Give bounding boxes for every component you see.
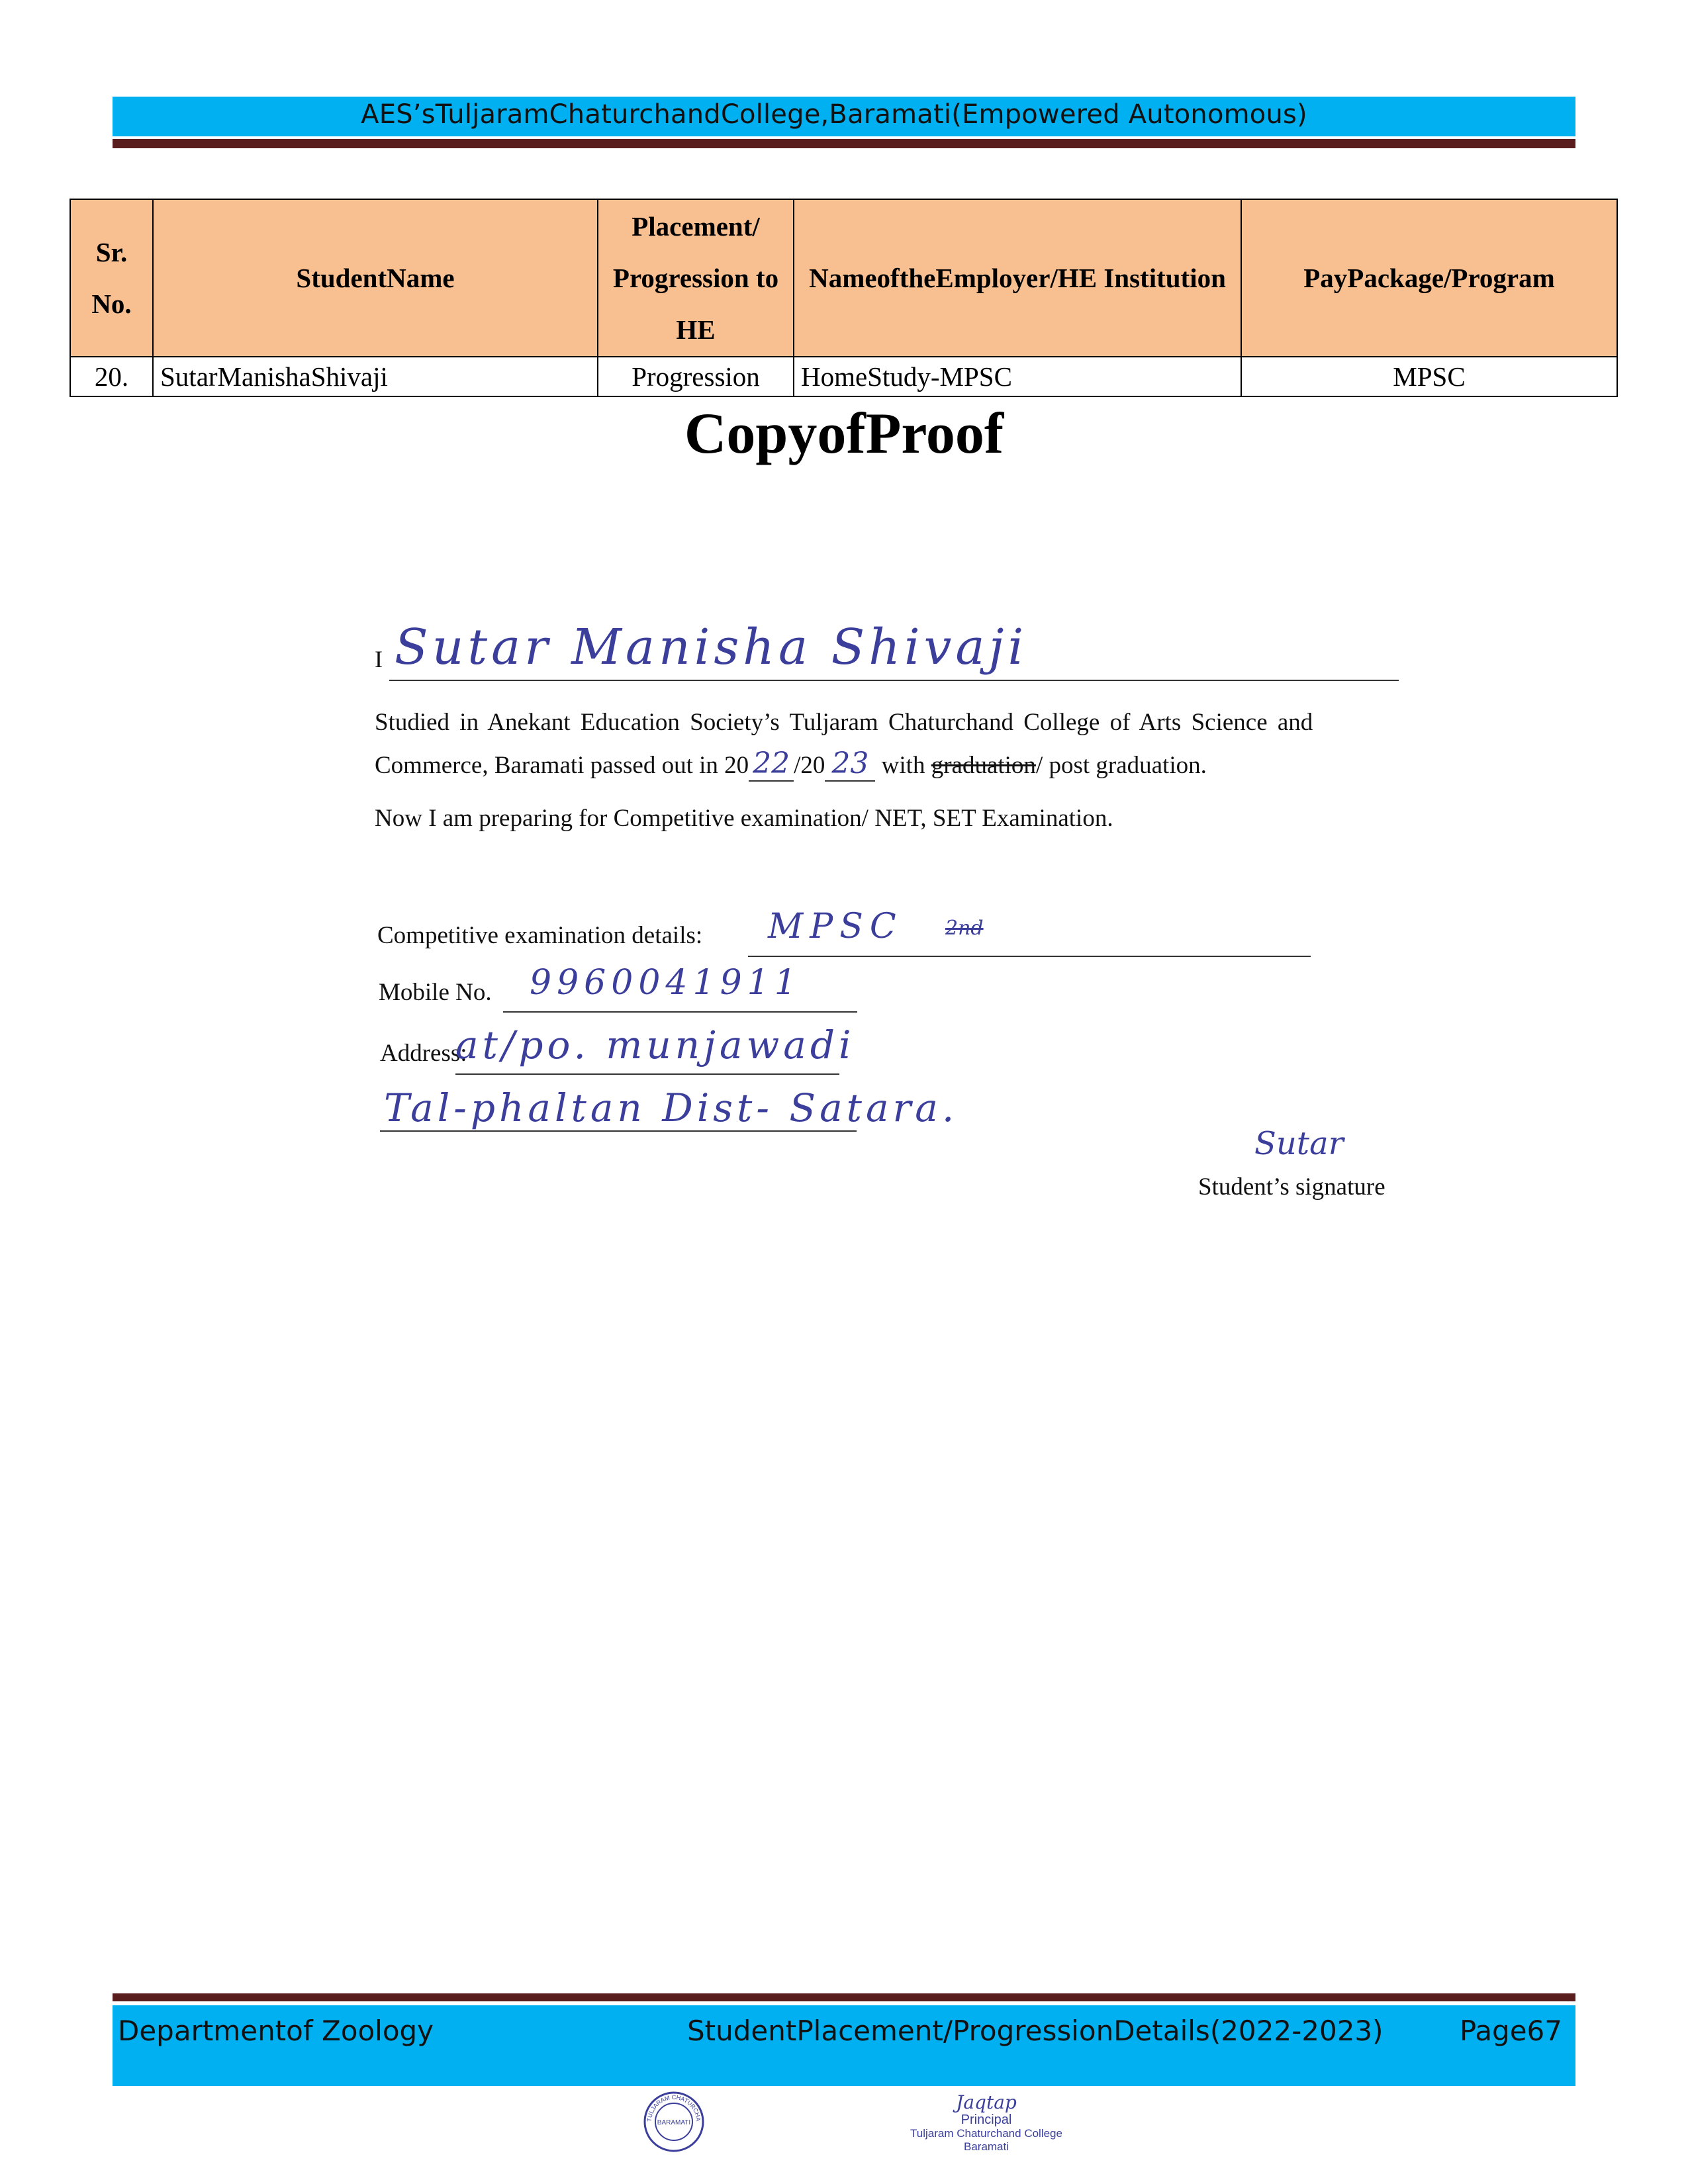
address-line-1: at/po. munjawadi bbox=[455, 1023, 855, 1068]
mobile-label: Mobile No. bbox=[379, 979, 492, 1006]
preparing-line: Now I am preparing for Competitive examination/ NET, SET Examination. bbox=[375, 805, 1113, 832]
column-header-student-name: StudentName bbox=[153, 199, 598, 357]
college-stamp bbox=[642, 2090, 706, 2154]
principal-title: Principal bbox=[961, 2113, 1012, 2127]
studied-line-2 bbox=[375, 747, 1207, 780]
principal-city: Baramati bbox=[963, 2140, 1009, 2153]
svg-text:TULJARAM CHATURCHAND bbox=[642, 2090, 702, 2122]
address-label: Address: bbox=[380, 1040, 467, 1067]
student-signature: Sutar bbox=[1254, 1125, 1344, 1162]
footer-department: Departmentof Zoology bbox=[118, 2015, 434, 2047]
mobile-underline bbox=[503, 1011, 857, 1013]
exam-value: MPSC bbox=[768, 907, 903, 946]
column-header-placement: Placement/ Progression to HE bbox=[598, 199, 794, 357]
student-name-handwritten: Sutar Manisha Shivaji bbox=[395, 619, 1028, 676]
stamp-center-text: BARAMATI bbox=[657, 2119, 691, 2126]
footer-rule bbox=[113, 1993, 1575, 2001]
header-title: AES’sTuljaramChaturchandCollege,Baramati(Empowered Autonomous) bbox=[361, 99, 1307, 130]
cell-sr-no: 20. bbox=[70, 357, 153, 396]
cell-placement: Progression bbox=[598, 357, 794, 396]
exam-underline bbox=[748, 956, 1311, 957]
year-to: 23 bbox=[825, 747, 875, 782]
footer-page: Page67 bbox=[1459, 2015, 1562, 2047]
address-underline-1 bbox=[455, 1073, 839, 1075]
cell-student-name: SutarManishaShivaji bbox=[153, 357, 598, 396]
column-header-employer: NameoftheEmployer/HE Institution bbox=[794, 199, 1241, 357]
footer-band bbox=[113, 2005, 1575, 2086]
mobile-value: 9960041911 bbox=[530, 963, 802, 1003]
exam-struck: 2nd bbox=[945, 917, 984, 940]
cell-pay-package: MPSC bbox=[1241, 357, 1617, 396]
footer-center: StudentPlacement/ProgressionDetails(2022-2023) bbox=[687, 2015, 1383, 2047]
cell-employer: HomeStudy-MPSC bbox=[794, 357, 1241, 396]
principal-signature: Jaqtap bbox=[956, 2091, 1017, 2113]
struck-graduation: graduation bbox=[931, 752, 1036, 779]
studied-line-1: Studied in Anekant Education Society’s Tuljaram Chaturchand College of Arts Science and bbox=[375, 709, 1313, 736]
studied-line-2-c: with bbox=[875, 752, 931, 779]
studied-line-2-a: Commerce, Baramati passed out in 20 bbox=[375, 752, 749, 779]
column-header-pay-package: PayPackage/Program bbox=[1241, 199, 1617, 357]
principal-college: Tuljaram Chaturchand College bbox=[910, 2127, 1062, 2140]
stamp-seal-icon bbox=[642, 2090, 706, 2154]
studied-line-2-b: /20 bbox=[794, 752, 825, 779]
signature-label: Student’s signature bbox=[1198, 1173, 1385, 1201]
column-header-sr-no: Sr. No. bbox=[70, 199, 153, 357]
i-label: I bbox=[375, 646, 383, 672]
stamp-text: TULJARAM CHATURCHA bbox=[645, 2094, 702, 2122]
address-line-2: Tal-phaltan Dist- Satara. bbox=[384, 1085, 959, 1130]
proof-title: CopyofProof bbox=[684, 402, 1004, 466]
name-underline bbox=[389, 680, 1399, 681]
studied-line-2-d: / post graduation. bbox=[1035, 752, 1207, 779]
principal-seal bbox=[900, 2093, 1072, 2165]
address-underline-2 bbox=[380, 1130, 857, 1132]
year-from: 22 bbox=[749, 747, 794, 782]
exam-label: Competitive examination details: bbox=[377, 922, 703, 949]
